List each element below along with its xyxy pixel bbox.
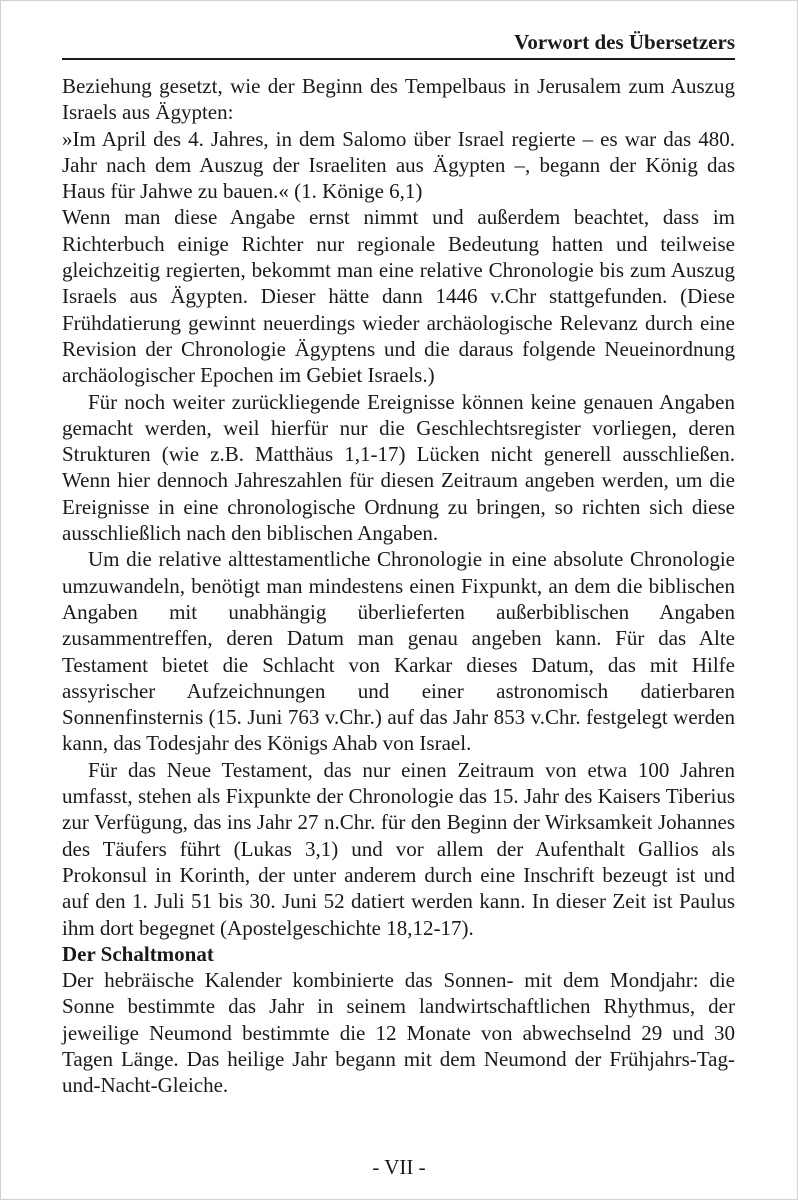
- section-paragraph: Der hebräische Kalender kombinierte das Sonnen- mit dem Mondjahr: die Sonne bestimmte das Jahr in seinem landwirtschaftlichen Rhythmus, der jeweilige Neumond bestimmte die 12 Monate von abwechselnd 29 und 30 Tagen Länge. Das heilige Jahr begann mit dem Neumond der Frühjahrs-Tag-und-Nacht-Gleiche.: [62, 968, 735, 1098]
- paragraph: Um die relative alttestamentliche Chronologie in eine absolute Chronologie umzuwandeln, benötigt man mindestens einen Fixpunkt, an dem die biblischen Angaben mit unabhängig überlieferten außerbiblischen Angaben zusammentreffen, deren Datum man genau angeben kann. Für das Alte Testament bietet die Schlacht von Karkar dieses Datum, das mit Hilfe assyrischer Aufzeichnungen und einer astronomisch datierbaren Sonnenfinsternis (15. Juni 763 v.Chr.) auf das Jahr 853 v.Chr. festgelegt werden kann, das Todesjahr des Königs Ahab von Israel.: [62, 547, 735, 756]
- intro-paragraph: Beziehung gesetzt, wie der Beginn des Tempelbaus in Jerusalem zum Auszug Israels aus Ägypten:: [62, 74, 735, 125]
- section-heading: Der Schaltmonat: [62, 941, 214, 966]
- running-header: Vorwort des Übersetzers: [514, 30, 735, 54]
- header-rule: [62, 58, 735, 60]
- page-number: - VII -: [372, 1155, 426, 1179]
- paragraph: Wenn man diese Angabe ernst nimmt und außerdem beachtet, dass im Richterbuch einige Richter nur regionale Bedeutung hatten und teilweise gleichzeitig regierten, bekommt man eine relative Chronologie bis zum Auszug Israels aus Ägypten. Dieser hätte dann 1446 v.Chr stattgefunden. (Diese Frühdatierung gewinnt neuerdings wieder archäologische Relevanz durch eine Revision der Chronologie Ägyptens und die daraus folgende Neueinordnung archäologischer Epochen im Gebiet Israels.): [62, 205, 735, 388]
- paragraph: Für das Neue Testament, das nur einen Zeitraum von etwa 100 Jahren umfasst, stehen als Fixpunkte der Chronologie das 15. Jahr des Kaisers Tiberius zur Verfügung, das ins Jahr 27 n.Chr. für den Beginn der Wirksamkeit Johannes des Täufers führt (Lukas 3,1) und vor allem der Aufenthalt Gallios als Prokonsul in Korinth, der unter anderem durch eine Inschrift bezeugt ist und auf den 1. Juli 51 bis 30. Juni 52 datiert werden kann. In dieser Zeit ist Paulus ihm dort begegnet (Apostelgeschichte 18,12-17).: [62, 757, 735, 940]
- paragraph: Für noch weiter zurückliegende Ereignisse können keine genauen Angaben gemacht werden, weil hierfür nur die Geschlechtsregister vorliegen, deren Strukturen (wie z.B. Matthäus 1,1-17) Lücken nicht generell ausschließen. Wenn hier dennoch Jahreszahlen für diesen Zeitraum angeben werden, um die Ereignisse in eine chronologische Ordnung zu bringen, so richten sich diese ausschließlich nach den biblischen Angaben.: [62, 389, 735, 546]
- body-text: [62, 73, 735, 1099]
- bible-quote: »Im April des 4. Jahres, in dem Salomo über Israel regierte – es war das 480. Jahr nach dem Auszug der Israeliten aus Ägypten –, begann der König das Haus für Jahwe zu bauen.« (1. Könige 6,1): [62, 126, 735, 204]
